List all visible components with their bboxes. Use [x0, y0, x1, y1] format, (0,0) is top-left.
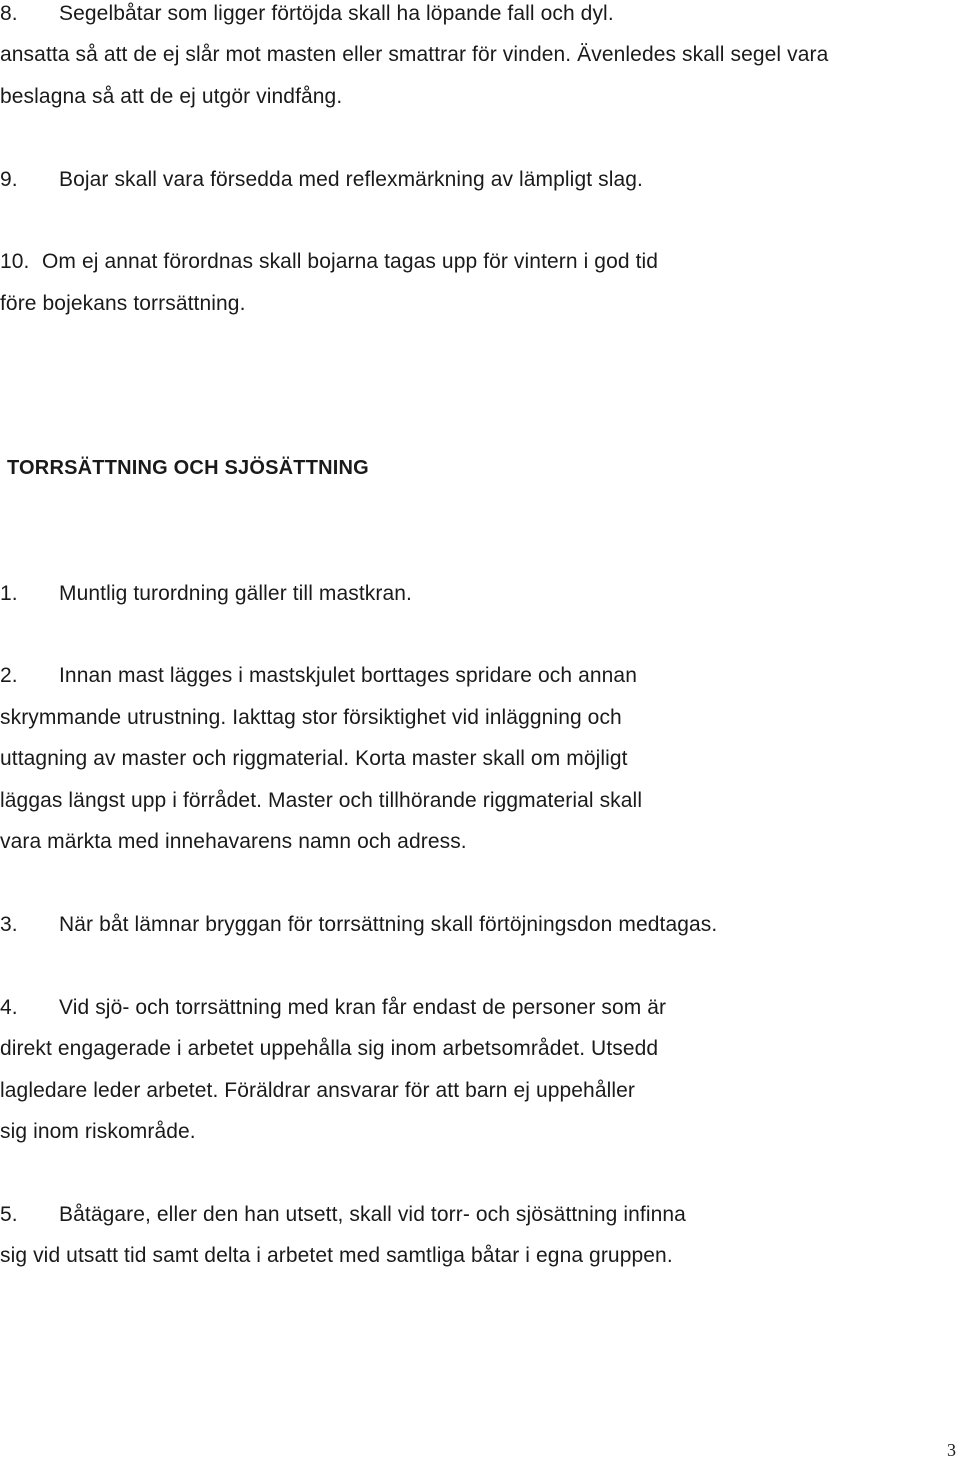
page-number: 3: [947, 1440, 956, 1460]
section-item-2-line-2: skrymmande utrustning. Iakttag stor försiktighet vid inläggning och: [0, 706, 622, 729]
section-item-1-line-1: 1. Muntlig turordning gäller till mastkran.: [0, 582, 412, 605]
section-heading: TORRSÄTTNING OCH SJÖSÄTTNING: [7, 457, 369, 479]
section-item-4-line-3: lagledare leder arbetet. Föräldrar ansvarar för att barn ej uppehåller: [0, 1079, 636, 1102]
section-item-5-line-2: sig vid utsatt tid samt delta i arbetet med samtliga båtar i egna gruppen.: [0, 1244, 673, 1267]
item-8-line-1: 8. Segelbåtar som ligger förtöjda skall ha löpande fall och dyl.: [0, 2, 614, 25]
item-10-line-2: före bojekans torrsättning.: [0, 292, 246, 315]
section-item-2-line-4: läggas längst upp i förrådet. Master och tillhörande riggmaterial skall: [0, 789, 643, 812]
item-10-line-1: 10. Om ej annat förordnas skall bojarna tagas upp för vintern i god tid: [0, 250, 659, 273]
item-8-line-3: beslagna så att de ej utgör vindfång.: [0, 85, 343, 108]
item-number: 2.: [0, 664, 18, 687]
section-item-4-line-1: 4. Vid sjö- och torrsättning med kran får endast de personer som är: [0, 996, 667, 1019]
section-item-3-line-1: 3. När båt lämnar bryggan för torrsättning skall förtöjningsdon medtagas.: [0, 913, 718, 936]
section-item-4-line-2: direkt engagerade i arbetet uppehålla sig inom arbetsområdet. Utsedd: [0, 1037, 659, 1060]
section-item-2-line-3: uttagning av master och riggmaterial. Korta master skall om möjligt: [0, 747, 628, 770]
item-number: 3.: [0, 913, 18, 936]
section-item-5-line-1: 5. Båtägare, eller den han utsett, skall vid torr- och sjösättning infinna: [0, 1203, 686, 1226]
section-item-2-line-1: 2. Innan mast lägges i mastskjulet borttages spridare och annan: [0, 664, 637, 687]
item-8-line-2: ansatta så att de ej slår mot masten eller smattrar för vinden. Ävenledes skall segel vara: [0, 43, 829, 66]
item-number: 8.: [0, 2, 18, 25]
item-number: 5.: [0, 1203, 18, 1226]
section-item-2-line-5: vara märkta med innehavarens namn och adress.: [0, 830, 467, 853]
section-item-4-line-4: sig inom riskområde.: [0, 1120, 196, 1143]
item-number: 1.: [0, 582, 18, 605]
item-number: 9.: [0, 168, 18, 191]
item-9-line-1: 9. Bojar skall vara försedda med reflexmärkning av lämpligt slag.: [0, 168, 643, 191]
item-number: 10.: [0, 250, 30, 273]
item-number: 4.: [0, 996, 18, 1019]
